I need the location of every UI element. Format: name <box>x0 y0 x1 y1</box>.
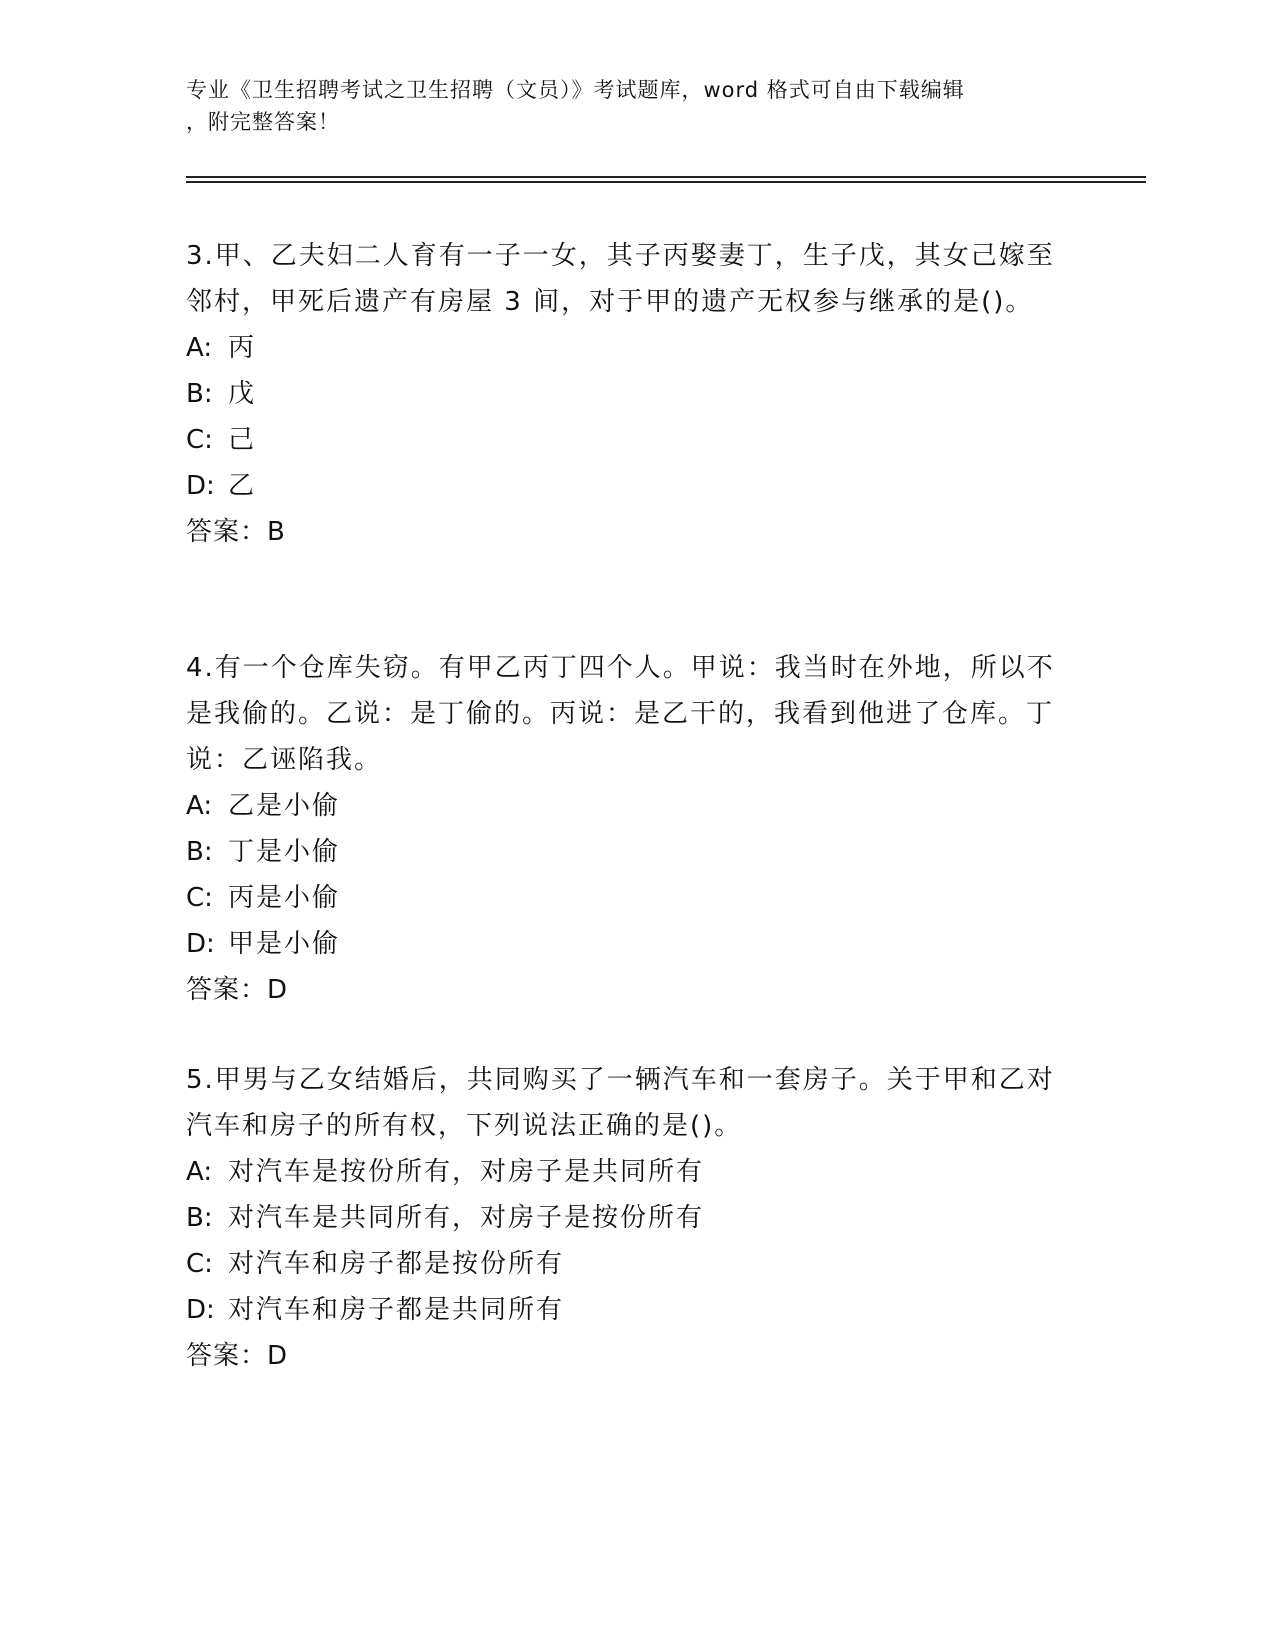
option-a <box>186 1149 1066 1195</box>
option-a <box>186 783 1066 829</box>
option-letter: A: <box>186 791 213 821</box>
question-3 <box>186 233 1066 555</box>
option-d <box>186 921 1066 967</box>
option-letter: C: <box>186 1249 213 1279</box>
option-d <box>186 1287 1066 1333</box>
question-stem: 5.甲男与乙女结婚后，共同购买了一辆汽车和一套房子。关于甲和乙对汽车和房子的所有权，下列说法正确的是()。 <box>186 1065 1055 1141</box>
answer-label: 答案：D <box>186 1341 289 1371</box>
option-a <box>186 325 1066 371</box>
option-text: 己 <box>228 425 257 455</box>
question-4 <box>186 645 1066 1013</box>
option-letter: B: <box>186 1203 213 1233</box>
option-text: 乙 <box>228 471 257 501</box>
option-b <box>186 1195 1066 1241</box>
option-c <box>186 875 1066 921</box>
header-line-2: ，附完整答案！ <box>186 110 340 134</box>
option-text: 丙是小偷 <box>228 883 341 913</box>
option-text: 丁是小偷 <box>228 837 341 867</box>
option-text: 对汽车是共同所有，对房子是按份所有 <box>228 1203 705 1233</box>
question-5 <box>186 1057 1066 1379</box>
option-letter: C: <box>186 883 213 913</box>
answer-label: 答案：D <box>186 975 289 1005</box>
option-letter: D: <box>186 1295 215 1325</box>
header-divider-bottom <box>186 181 1146 183</box>
option-text: 对汽车和房子都是按份所有 <box>228 1249 565 1279</box>
option-text: 丙 <box>228 333 257 363</box>
option-b <box>186 371 1066 417</box>
option-d <box>186 463 1066 509</box>
option-c <box>186 1241 1066 1287</box>
question-stem: 3.甲、乙夫妇二人育有一子一女，其子丙娶妻丁，生子戊，其女己嫁至邻村，甲死后遗产有房屋 3 间，对于甲的遗产无权参与继承的是()。 <box>186 241 1055 317</box>
option-text: 甲是小偷 <box>228 929 341 959</box>
option-letter: C: <box>186 425 213 455</box>
option-letter: B: <box>186 379 213 409</box>
option-c <box>186 417 1066 463</box>
option-letter: A: <box>186 333 213 363</box>
option-text: 乙是小偷 <box>228 791 341 821</box>
option-letter: B: <box>186 837 213 867</box>
question-stem: 4.有一个仓库失窃。有甲乙丙丁四个人。甲说：我当时在外地，所以不是我偷的。乙说：是丁偷的。丙说：是乙干的，我看到他进了仓库。丁说：乙诬陷我。 <box>186 653 1055 775</box>
header-divider-top <box>186 176 1146 178</box>
option-b <box>186 829 1066 875</box>
header-line-1: 专业《卫生招聘考试之卫生招聘（文员）》考试题库，word 格式可自由下载编辑 <box>186 78 965 102</box>
option-text: 对汽车是按份所有，对房子是共同所有 <box>228 1157 705 1187</box>
option-text: 对汽车和房子都是共同所有 <box>228 1295 565 1325</box>
option-letter: A: <box>186 1157 213 1187</box>
option-letter: D: <box>186 929 215 959</box>
option-letter: D: <box>186 471 215 501</box>
answer-label: 答案：B <box>186 517 286 547</box>
document-header <box>186 74 1066 138</box>
option-text: 戊 <box>228 379 257 409</box>
